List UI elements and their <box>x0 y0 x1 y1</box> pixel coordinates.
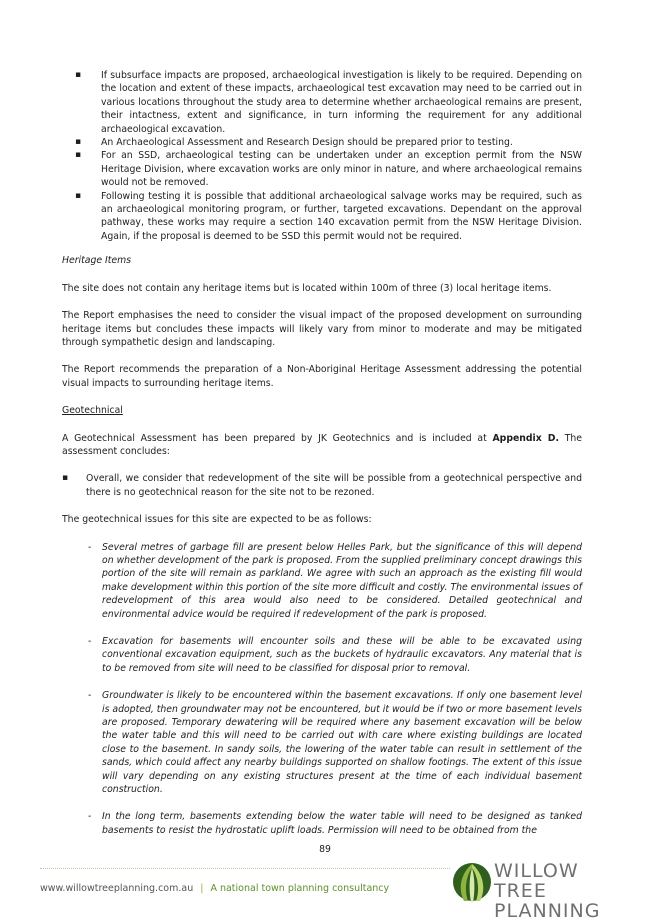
list-item: ▪ Following testing it is possible that additional archaeological salvage works may be required, such as an archaeological monitoring program, or further, targeted excavations. Dependant on the approval pathway, these works may require a section 140 excavation permit from the NSW Heritage Division. Again, if the proposal is deemed to be SSD this permit would not be required. <box>75 190 582 244</box>
list-item: ▪ Overall, we consider that redevelopment of the site will be possible from a geotechnical perspective and there is no geotechnical reason for the site not to be rezoned. <box>62 472 582 499</box>
geotechnical-conclusion-list <box>62 472 582 499</box>
page-number: 89 <box>319 844 331 855</box>
list-item: - In the long term, basements extending below the water table will need to be designed as tanked basements to resist the hydrostatic uplift loads. Permission will need to be obtained from the <box>62 810 582 837</box>
issues-intro: The geotechnical issues for this site are expected to be as follows: <box>62 514 372 526</box>
appendix-reference: Appendix D. <box>492 432 559 444</box>
footer-divider <box>40 868 450 869</box>
footer-separator: | <box>200 883 204 894</box>
company-logo <box>452 858 632 922</box>
intro-text-end: The assessment concludes: <box>62 432 582 457</box>
list-item: ▪ For an SSD, archaeological testing can be undertaken under an exception permit from the NSW Heritage Division, where excavation works are only minor in nature, and where archaeological remains would not be removed. <box>75 149 582 189</box>
logo-line-1: WILLOW TREE <box>494 860 579 902</box>
list-item: ▪ An Archaeological Assessment and Research Design should be prepared prior to testing. <box>75 136 582 149</box>
heritage-paragraph: The Report emphasises the need to consider the visual impact of the proposed development on surrounding heritage items but concludes these impacts will likely vary from minor to moderate and may be mitigated through sympathetic design and landscaping. <box>62 310 582 348</box>
heritage-paragraph: The Report recommends the preparation of a Non-Aboriginal Heritage Assessment addressing the potential visual impacts to surrounding heritage items. <box>62 364 582 389</box>
page-content <box>62 69 582 851</box>
list-item: - Excavation for basements will encounter soils and these will be able to be excavated using conventional excavation equipment, such as the buckets of hydraulic excavators. Any material that is to be removed from site will need to be classified for disposal prior to removal. <box>62 635 582 675</box>
geotechnical-intro <box>62 432 582 459</box>
heritage-paragraph: The site does not contain any heritage items but is located within 100m of three (3) local heritage items. <box>62 282 552 294</box>
archaeology-bullet-list <box>75 69 582 243</box>
heritage-heading: Heritage Items <box>62 255 132 267</box>
footer-url[interactable]: www.willowtreeplanning.com.au <box>40 883 194 894</box>
list-item: ▪ If subsurface impacts are proposed, archaeological investigation is likely to be required. Depending on the location and extent of these impacts, archaeological test excavation may need to be carried out in various locations throughout the study area to determine whether archaeological remains are present, their intactness, extent and significance, in turn informing the requirement for any additional archaeological excavation. <box>75 69 582 136</box>
logo-line-2: PLANNING <box>494 900 601 922</box>
intro-text: A Geotechnical Assessment has been prepared by JK Geotechnics and is included at <box>62 432 493 444</box>
footer-tagline: A national town planning consultancy <box>210 883 390 894</box>
geotechnical-issues-list <box>62 541 582 838</box>
list-item: - Several metres of garbage fill are present below Helles Park, but the significance of this will depend on whether development of the park is proposed. From the supplied preliminary concept drawings this portion of the site will remain as parkland. We agree with such an approach as the existing fill would make development within this portion of the site more difficult and costly. The environmental issues of redevelopment of this area would also need to be considered. Detailed geotechnical and environmental advice would be required if redevelopment of the park is proposed. <box>62 541 582 621</box>
geotechnical-heading: Geotechnical <box>62 405 123 417</box>
logo-wordmark <box>494 861 632 921</box>
footer <box>40 883 389 894</box>
willow-tree-icon <box>452 860 492 904</box>
list-item: - Groundwater is likely to be encountered within the basement excavations. If only one basement level is adopted, then groundwater may not be encountered, but it would be if two or more basement levels are proposed. Temporary dewatering will be required where any basement excavation will be below the water table and this will need to be carried out with care where existing buildings are located close to the basement. In sandy soils, the lowering of the water table can result in settlement of the sands, which could affect any nearby buildings supported on shallow footings. The extent of this issue will vary depending on any existing structures present at the time of each individual basement construction. <box>62 689 582 796</box>
